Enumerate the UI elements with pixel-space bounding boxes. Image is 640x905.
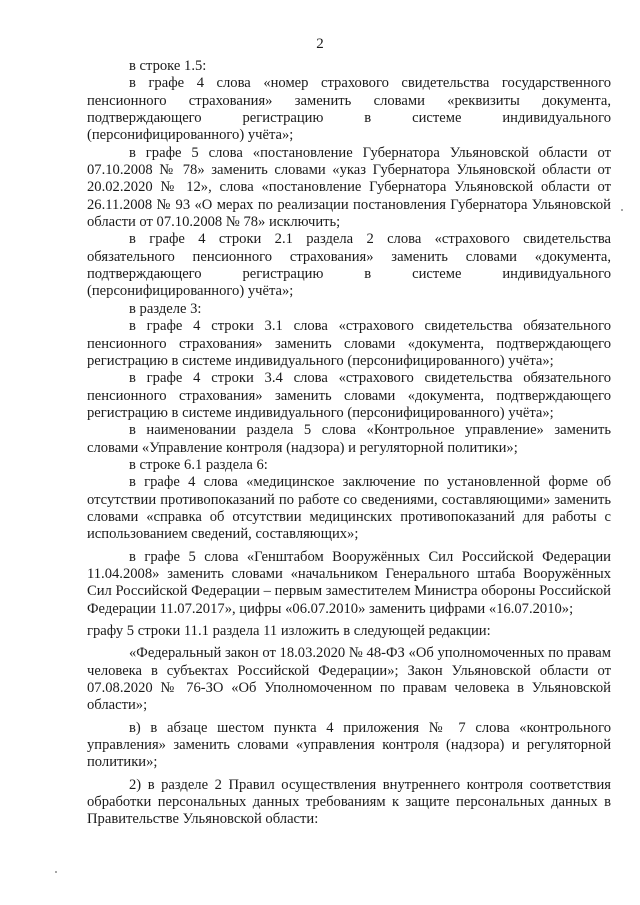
paragraph-item-2: 2) в разделе 2 Правил осуществления внутреннего контроля соответствия обработки персональных данных требованиям к защите персональных данных в Правительстве Ульяновской области: xyxy=(87,776,611,828)
page-number: 2 xyxy=(316,36,324,52)
paragraph-section-3: в разделе 3: xyxy=(129,300,202,317)
paragraph-row-2-1: в графе 4 строки 2.1 раздела 2 слова «страхового свидетельства обязательного пенсионного страхования» заменить словами «документа, подтверждающего регистрацию в системе индивидуального (персонифицированного) учёта»; xyxy=(87,231,611,300)
paragraph-row-1-5-column-5: в графе 5 слова «постановление Губернатора Ульяновской области от 07.10.2008 № 78» заменить словами «указ Губернатора Ульяновской области от 20.02.2020 № 12», слова «постановление Губернатора Ульяновской области от 26.11.2008 № 93 «О мерах по реализации постановления Губернатора Ульяновской области от 07.10.2008 № 78» исключить; xyxy=(87,144,611,231)
paragraph-row-6-1-column-5: в графе 5 слова «Генштабом Вооружённых Сил Российской Федерации 11.04.2008» заменить словами «начальником Генерального штаба Вооружённых Сил Российской Федерации – первым заместителем Министра обороны Российской Федерации 11.07.2017», цифры «06.07.2010» заменить цифрами «16.07.2010»; xyxy=(87,548,611,617)
scan-speck xyxy=(621,209,623,211)
paragraph-section-5-title: в наименовании раздела 5 слова «Контрольное управление» заменить словами «Управление контроля (надзора) и регуляторной политики»; xyxy=(87,422,611,456)
paragraph-row-6-1-column-4: в графе 4 слова «медицинское заключение по установленной форме об отсутствии противопоказаний по работе со сведениями, составляющими» заменить словами «справка об отсутствии медицинских противопоказаний для работы с использованием сведений, составляющих»; xyxy=(87,474,611,543)
paragraph-federal-law: «Федеральный закон от 18.03.2020 № 48-ФЗ «Об уполномоченных по правам человека в субъектах Российской Федерации»; Закон Ульяновской области от 07.08.2020 № 76-ЗО «Об Уполномоченном по правам человека в Ульяновской области»; xyxy=(87,645,611,714)
paragraph-row-11-1: графу 5 строки 11.1 раздела 11 изложить в следующей редакции: xyxy=(87,623,491,639)
document-body xyxy=(87,58,611,829)
paragraph-row-1-5-column-4: в графе 4 слова «номер страхового свидетельства государственного пенсионного страхования» заменить словами «реквизиты документа, подтверждающего регистрацию в системе индивидуального (персонифицированного) учёта»; xyxy=(87,75,611,144)
paragraph-row-1-5: в строке 1.5: xyxy=(129,58,207,74)
paragraph-row-3-1: в графе 4 строки 3.1 слова «страхового свидетельства обязательного пенсионного страхования» заменить словами «документа, подтверждающего регистрацию в системе индивидуального (персонифицированного) учёта»; xyxy=(87,318,611,369)
paragraph-row-3-4: в графе 4 строки 3.4 слова «страхового свидетельства обязательного пенсионного страхования» заменить словами «документа, подтверждающего регистрацию в системе индивидуального (персонифицированного) учёта»; xyxy=(87,370,611,421)
paragraph-row-6-1: в строке 6.1 раздела 6: xyxy=(129,456,268,473)
paragraph-item-v: в) в абзаце шестом пункта 4 приложения № 7 слова «контрольного управления» заменить словами «управления контроля (надзора) и регуляторной политики»; xyxy=(87,719,611,771)
scan-speck xyxy=(55,871,57,873)
